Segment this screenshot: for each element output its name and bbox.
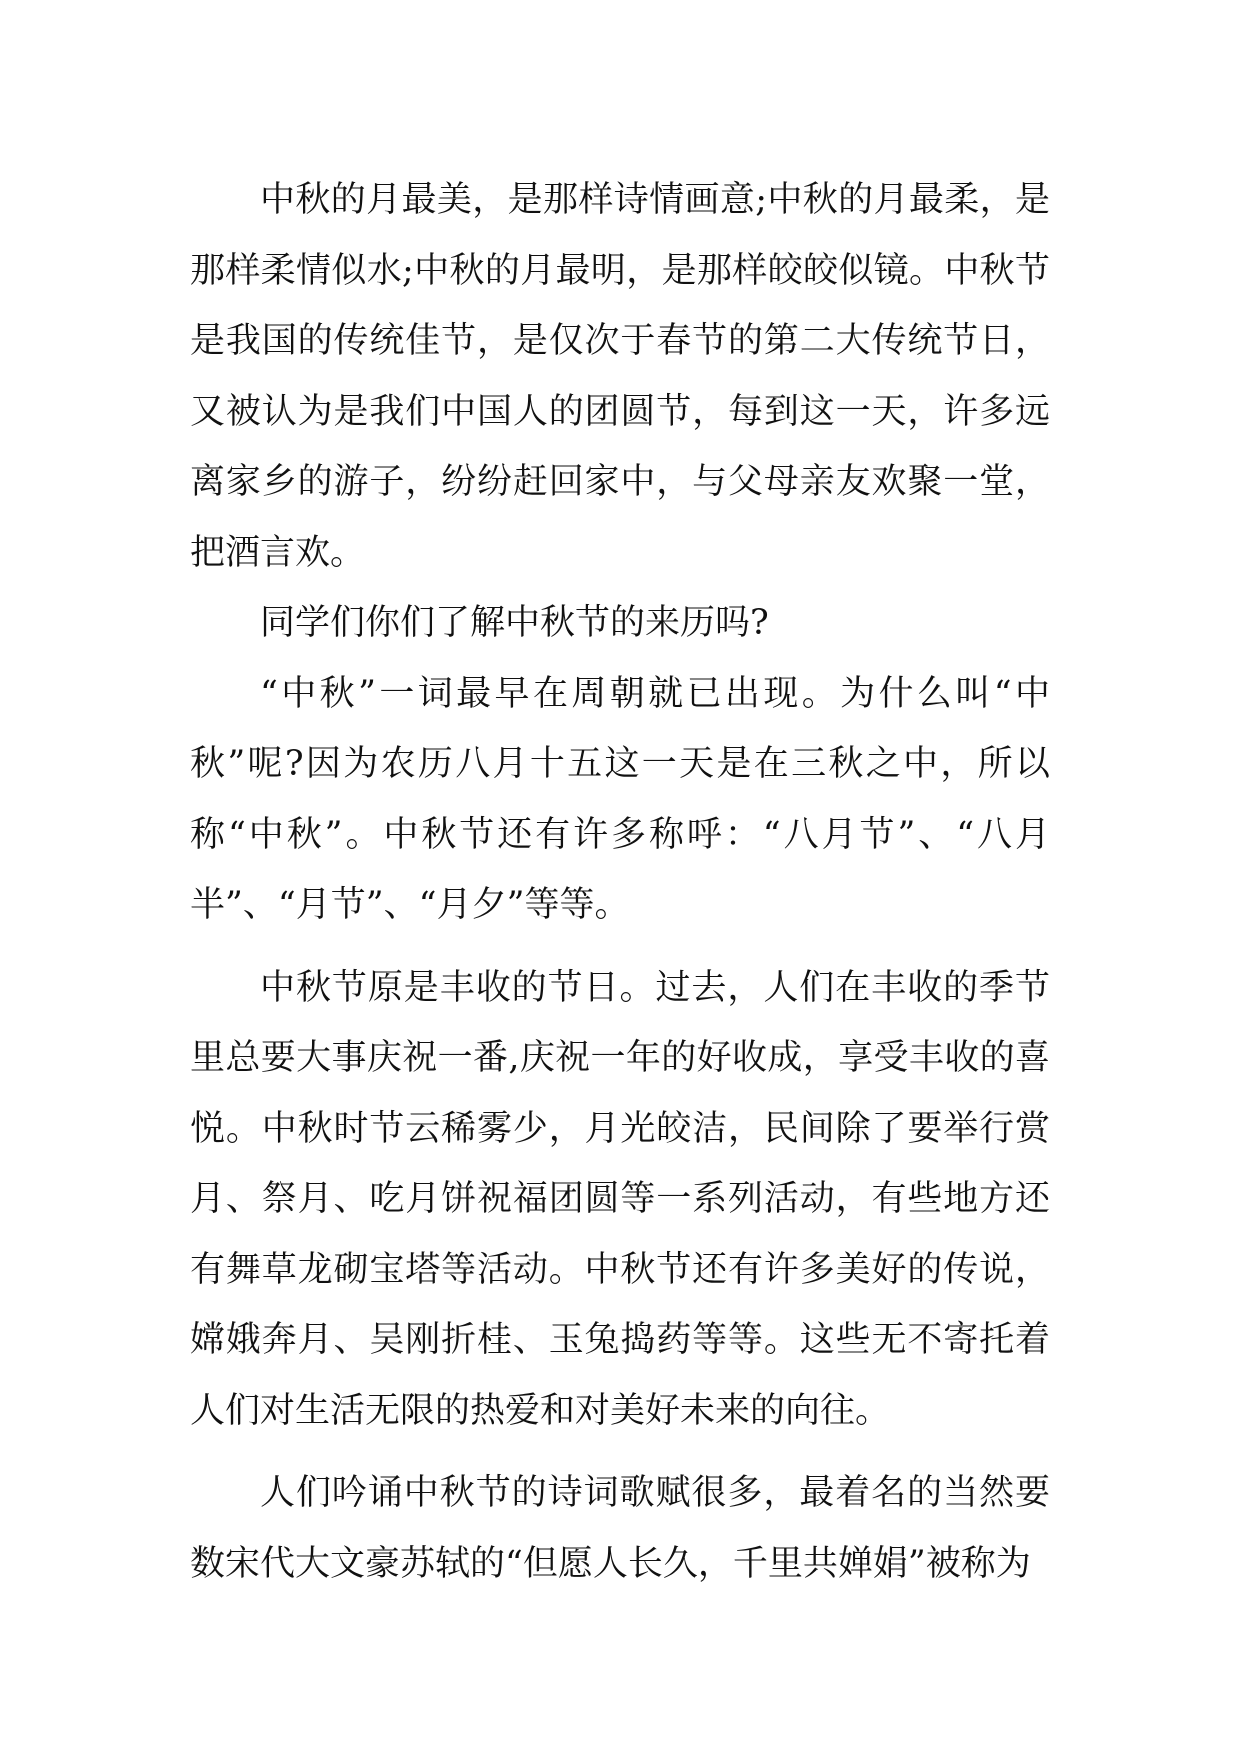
article-body: [190, 165, 1050, 1599]
paragraph-poetry: 人们吟诵中秋节的诗词歌赋很多，最着名的当然要数宋代大文豪苏轼的“但愿人长久，千里共婵娟”被称为: [190, 1473, 1050, 1584]
paragraph-harvest: 中秋节原是丰收的节日。过去，人们在丰收的季节里总要大事庆祝一番,庆祝一年的好收成，享受丰收的喜悦。中秋时节云稀雾少，月光皎洁，民间除了要举行赏月、祭月、吃月饼祝福团圆等一系列活动，有些地方还有舞草龙砌宝塔等活动。中秋节还有许多美好的传说，嫦娥奔月、吴刚折桂、玉兔捣药等等。这些无不寄托着人们对生活无限的热爱和对美好未来的向往。: [190, 967, 1050, 1431]
paragraph-question: 同学们你们了解中秋节的来历吗?: [260, 603, 769, 643]
paragraph-origin: “中秋”一词最早在周朝就已出现。为什么叫“中秋”呢?因为农历八月十五这一天是在三秋之中，所以称“中秋”。中秋节还有许多称呼：“八月节”、“八月半”、“月节”、“月夕”等等。: [190, 673, 1050, 925]
paragraph-intro: 中秋的月最美，是那样诗情画意;中秋的月最柔，是那样柔情似水;中秋的月最明，是那样皎皎似镜。中秋节是我国的传统佳节，是仅次于春节的第二大传统节日，又被认为是我们中国人的团圆节，每到这一天，许多远离家乡的游子，纷纷赶回家中，与父母亲友欢聚一堂，把酒言欢。: [190, 180, 1050, 573]
